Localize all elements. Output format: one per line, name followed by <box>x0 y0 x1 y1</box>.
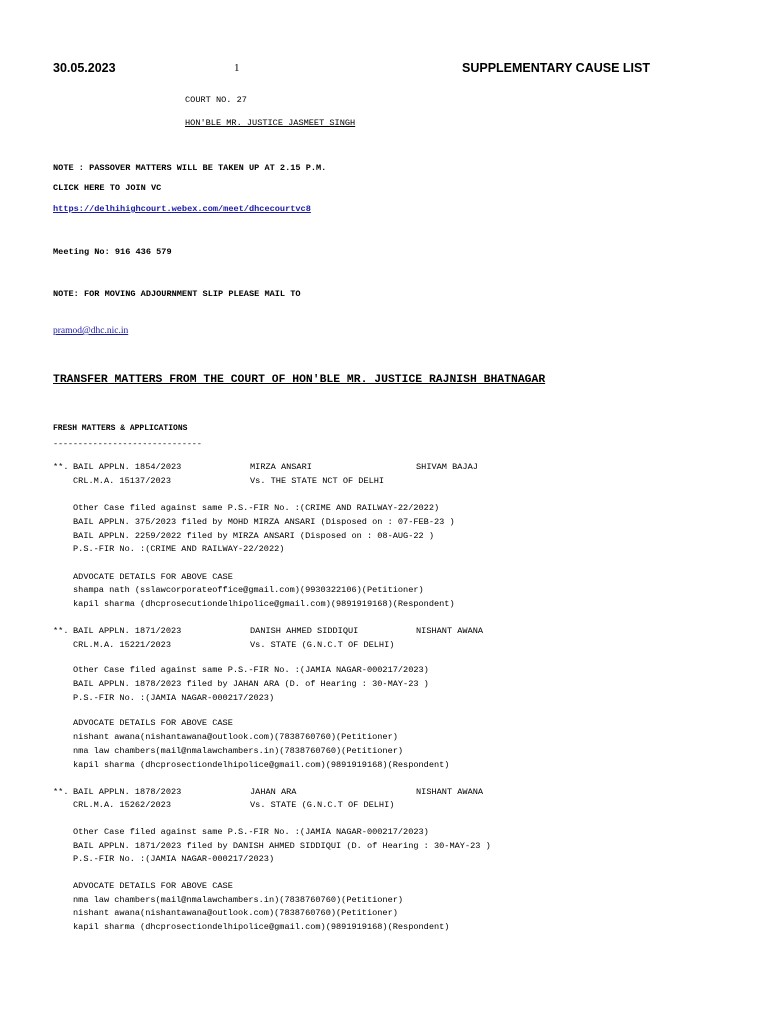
other-case-line: Other Case filed against same P.S.-FIR No. :(JAMIA NAGAR-000217/2023) <box>73 665 429 675</box>
case-marker: **. <box>53 462 69 472</box>
advocate-line: nishant awana(nishantawana@outlook.com)(7838760760)(Petitioner) <box>73 908 398 918</box>
advocate-line: nishant awana(nishantawana@outlook.com)(7838760760)(Petitioner) <box>73 732 398 742</box>
other-case-line: Other Case filed against same P.S.-FIR No. :(CRIME AND RAILWAY-22/2022) <box>73 503 440 513</box>
advocate-line: shampa nath (sslawcorporateoffice@gmail.com)(9930322106)(Petitioner) <box>73 585 424 595</box>
petitioner-name: MIRZA ANSARI <box>250 462 312 472</box>
advocate-line: kapil sharma (dhcprosecutiondelhipolice@gmail.com)(9891919168)(Respondent) <box>73 599 455 609</box>
section-rule: ------------------------------ <box>53 439 202 449</box>
petitioner-name: DANISH AHMED SIDDIQUI <box>250 626 359 636</box>
email-link[interactable]: pramod@dhc.nic.in <box>53 326 129 336</box>
counsel-name: NISHANT AWANA <box>416 787 484 797</box>
application-number: CRL.M.A. 15137/2023 <box>73 476 171 486</box>
advocate-line: nma law chambers(mail@nmalawchambers.in)(7838760760)(Petitioner) <box>73 895 404 905</box>
respondent-name: Vs. STATE (G.N.C.T OF DELHI) <box>250 640 395 650</box>
join-vc-label[interactable]: CLICK HERE TO JOIN VC <box>53 183 162 193</box>
advocate-line: nma law chambers(mail@nmalawchambers.in)(7838760760)(Petitioner) <box>73 746 404 756</box>
adjournment-note: NOTE: FOR MOVING ADJOURNMENT SLIP PLEASE MAIL TO <box>53 289 301 299</box>
other-case-line: BAIL APPLN. 1871/2023 filed by DANISH AHMED SIDDIQUI (D. of Hearing : 30-MAY-23 ) <box>73 841 491 851</box>
cause-list-date: 30.05.2023 <box>53 61 116 75</box>
passover-note: NOTE : PASSOVER MATTERS WILL BE TAKEN UP AT 2.15 P.M. <box>53 163 327 173</box>
case-marker: **. <box>53 626 69 636</box>
meeting-number: Meeting No: 916 436 579 <box>53 247 172 257</box>
case-number: BAIL APPLN. 1854/2023 <box>73 462 182 472</box>
advocate-heading: ADVOCATE DETAILS FOR ABOVE CASE <box>73 572 233 582</box>
vc-link[interactable]: https://delhihighcourt.webex.com/meet/dhcecourtvc8 <box>53 204 311 214</box>
petitioner-name: JAHAN ARA <box>250 787 297 797</box>
other-case-line: BAIL APPLN. 375/2023 filed by MOHD MIRZA ANSARI (Disposed on : 07-FEB-23 ) <box>73 517 455 527</box>
other-case-line: BAIL APPLN. 2259/2022 filed by MIRZA ANSARI (Disposed on : 08-AUG-22 ) <box>73 531 434 541</box>
respondent-name: Vs. THE STATE NCT OF DELHI <box>250 476 385 486</box>
judge-name: HON'BLE MR. JUSTICE JASMEET SINGH <box>185 118 356 128</box>
cause-list-title: SUPPLEMENTARY CAUSE LIST <box>462 61 650 75</box>
other-case-line: P.S.-FIR No. :(JAMIA NAGAR-000217/2023) <box>73 854 275 864</box>
counsel-name: SHIVAM BAJAJ <box>416 462 478 472</box>
advocate-line: kapil sharma (dhcprosectiondelhipolice@gmail.com)(9891919168)(Respondent) <box>73 922 450 932</box>
other-case-line: BAIL APPLN. 1878/2023 filed by JAHAN ARA (D. of Hearing : 30-MAY-23 ) <box>73 679 429 689</box>
case-number: BAIL APPLN. 1871/2023 <box>73 626 182 636</box>
advocate-heading: ADVOCATE DETAILS FOR ABOVE CASE <box>73 718 233 728</box>
respondent-name: Vs. STATE (G.N.C.T OF DELHI) <box>250 800 395 810</box>
case-number: BAIL APPLN. 1878/2023 <box>73 787 182 797</box>
advocate-line: kapil sharma (dhcprosectiondelhipolice@gmail.com)(9891919168)(Respondent) <box>73 760 450 770</box>
court-number: COURT NO. 27 <box>185 95 247 105</box>
section-title: TRANSFER MATTERS FROM THE COURT OF HON'BLE MR. JUSTICE RAJNISH BHATNAGAR <box>53 374 546 386</box>
counsel-name: NISHANT AWANA <box>416 626 484 636</box>
advocate-heading: ADVOCATE DETAILS FOR ABOVE CASE <box>73 881 233 891</box>
other-case-line: P.S.-FIR No. :(JAMIA NAGAR-000217/2023) <box>73 693 275 703</box>
other-case-line: Other Case filed against same P.S.-FIR No. :(JAMIA NAGAR-000217/2023) <box>73 827 429 837</box>
other-case-line: P.S.-FIR No. :(CRIME AND RAILWAY-22/2022) <box>73 544 285 554</box>
application-number: CRL.M.A. 15221/2023 <box>73 640 171 650</box>
section-subtitle: FRESH MATTERS & APPLICATIONS <box>53 424 188 433</box>
application-number: CRL.M.A. 15262/2023 <box>73 800 171 810</box>
page-mark: 1 <box>234 62 240 74</box>
case-marker: **. <box>53 787 69 797</box>
